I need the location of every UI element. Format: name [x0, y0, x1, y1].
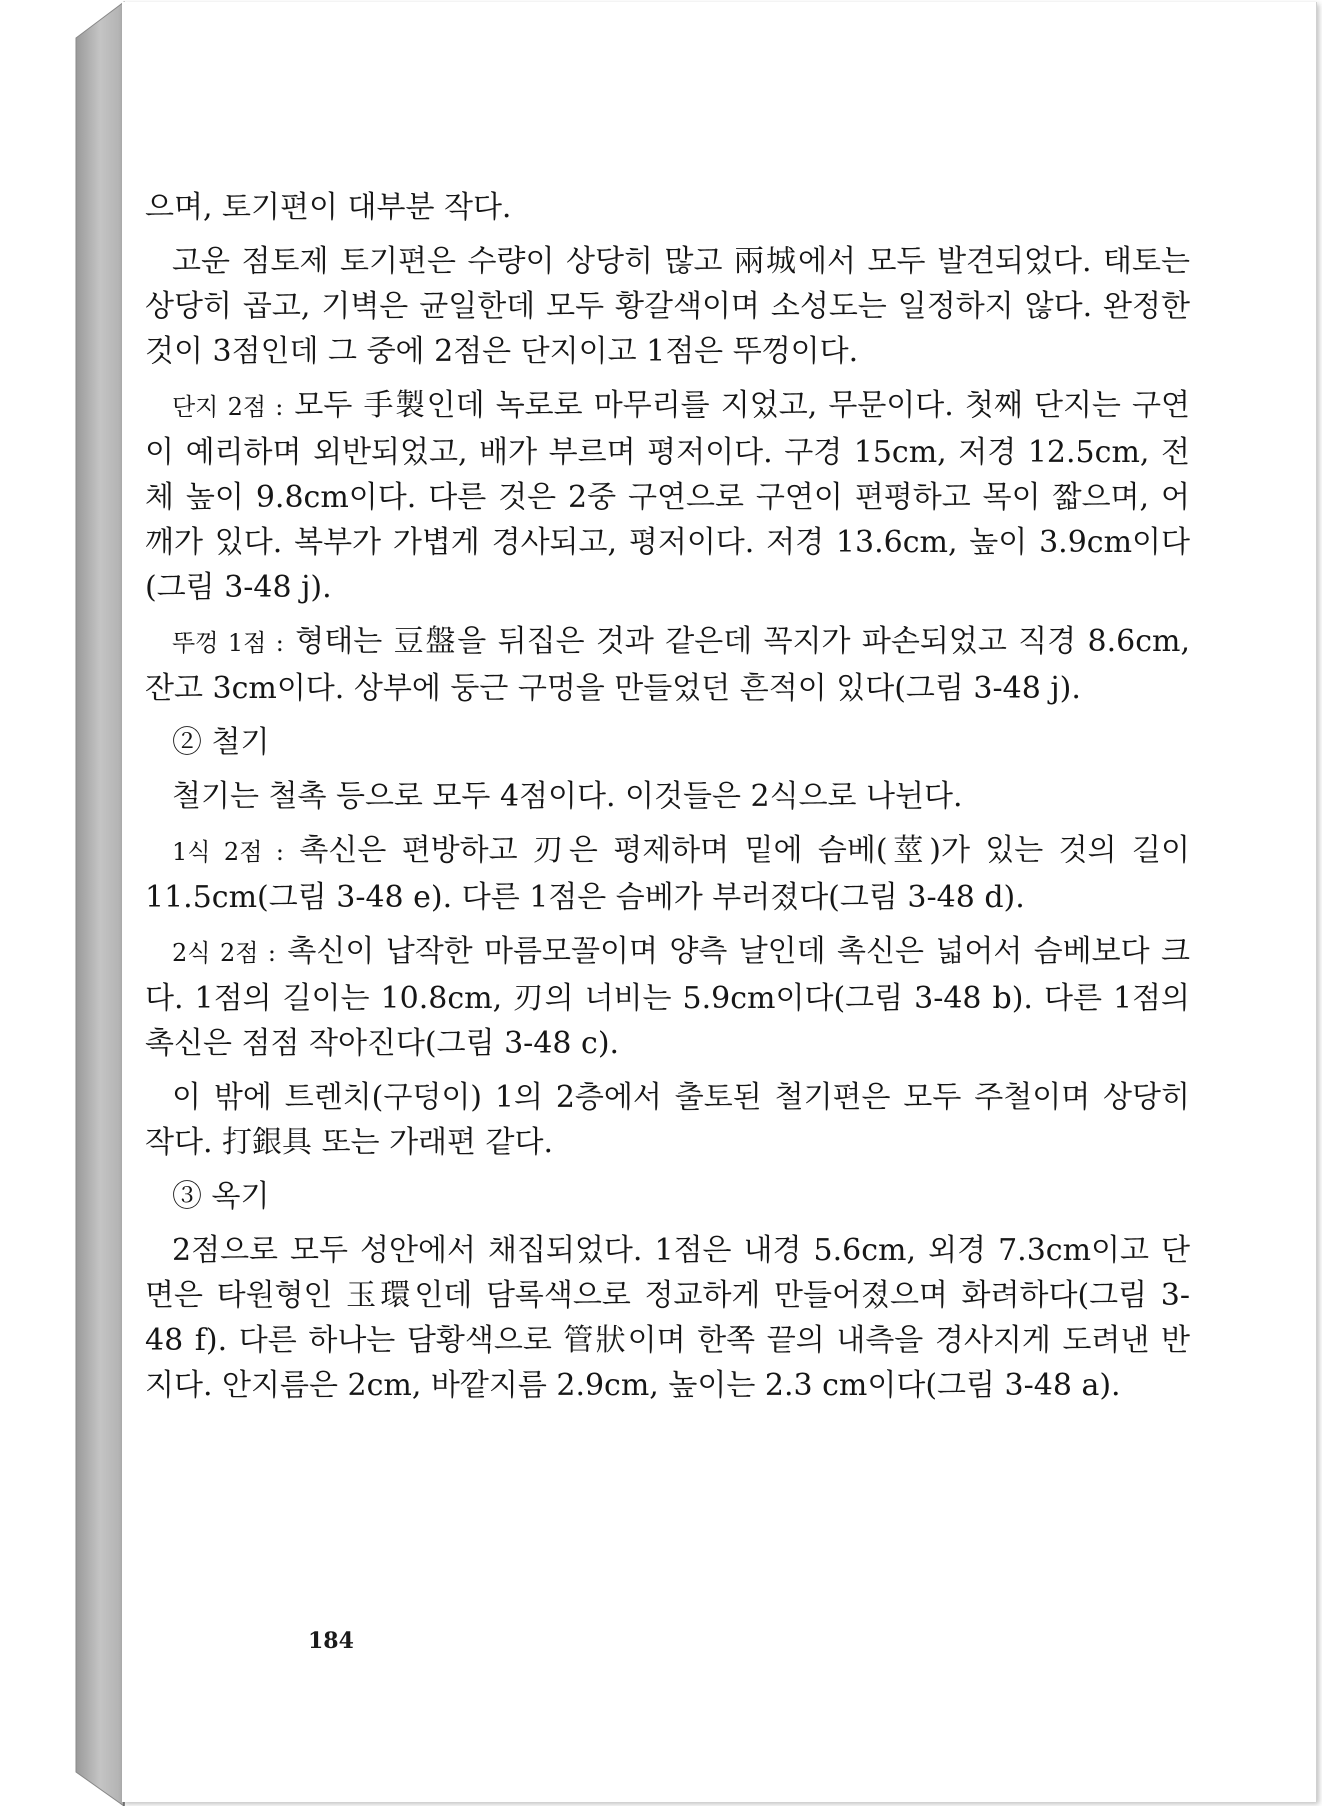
paragraph-text: 촉신은 편방하고 刃은 평제하며 밑에 슴베(莖)가 있는 것의 길이 11.5cm(그림 3-48 e). 다른 1점은 슴베가 부러졌다(그림 3-48 d).: [145, 833, 1190, 915]
body-text: [145, 185, 1190, 1408]
paragraph: [145, 828, 1190, 920]
paragraph: 으며, 토기편이 대부분 작다.: [145, 190, 512, 225]
item-label: 1식 2점 :: [172, 838, 284, 866]
paragraph: 이 밖에 트렌치(구덩이) 1의 2층에서 출토된 철기편은 모두 주철이며 상당히 작다. 打銀具 또는 가래편 같다.: [145, 1080, 1190, 1160]
paragraph-text: 형태는 豆盤을 뒤집은 것과 같은데 꼭지가 파손되었고 직경 8.6cm, 잔고 3cm이다. 상부에 둥근 구멍을 만들었던 흔적이 있다(그림 3-48 j).: [145, 624, 1191, 706]
paragraph: 2점으로 모두 성안에서 채집되었다. 1점은 내경 5.6cm, 외경 7.3cm이고 단면은 타원형인 玉環인데 담록색으로 정교하게 만들어졌으며 화려하다(그림 3-48 f). 다른 하나는 담황색으로 管狀이며 한쪽 끝의 내측을 경사지게 도려낸 반지다. 안지름은 2cm, 바깥지름 2.9cm, 높이는 2.3 cm이다(그림 3-48 a).: [145, 1233, 1190, 1403]
paragraph: 철기는 철촉 등으로 모두 4점이다. 이것들은 2식으로 나뉜다.: [172, 779, 963, 814]
item-label: 뚜껑 1점 :: [172, 629, 284, 657]
section-heading: ② 철기: [172, 725, 270, 760]
paragraph: 고운 점토제 토기편은 수량이 상당히 많고 兩城에서 모두 발견되었다. 태토는 상당히 곱고, 기벽은 균일한데 모두 황갈색이며 소성도는 일정하지 않다. 완정한 것이 3점인데 그 중에 2점은 단지이고 1점은 뚜껑이다.: [145, 244, 1190, 369]
paragraph: [145, 383, 1190, 610]
paragraph: [145, 929, 1190, 1066]
paragraph: [145, 619, 1190, 711]
paragraph-text: 모두 手製인데 녹로로 마무리를 지었고, 무문이다. 첫째 단지는 구연이 예리하며 외반되었고, 배가 부르며 평저이다. 구경 15cm, 저경 12.5cm, 전체 높이 9.8cm이다. 다른 것은 2중 구연으로 구연이 편평하고 목이 짧으며, 어깨가 있다. 복부가 가볍게 경사되고, 평저이다. 저경 13.6cm, 높이 3.9cm이다(그림 3-48 j).: [145, 388, 1190, 605]
book-spine: [0, 0, 130, 1806]
item-label: 2식 2점 :: [172, 939, 276, 967]
paragraph-text: 촉신이 납작한 마름모꼴이며 양측 날인데 촉신은 넓어서 슴베보다 크다. 1점의 길이는 10.8cm, 刃의 너비는 5.9cm이다(그림 3-48 b). 다른 1점의 촉신은 점점 작아진다(그림 3-48 c).: [145, 934, 1190, 1061]
section-heading: ③ 옥기: [172, 1179, 270, 1214]
page-number: 184: [308, 1628, 354, 1654]
item-label: 단지 2점 :: [172, 393, 284, 421]
